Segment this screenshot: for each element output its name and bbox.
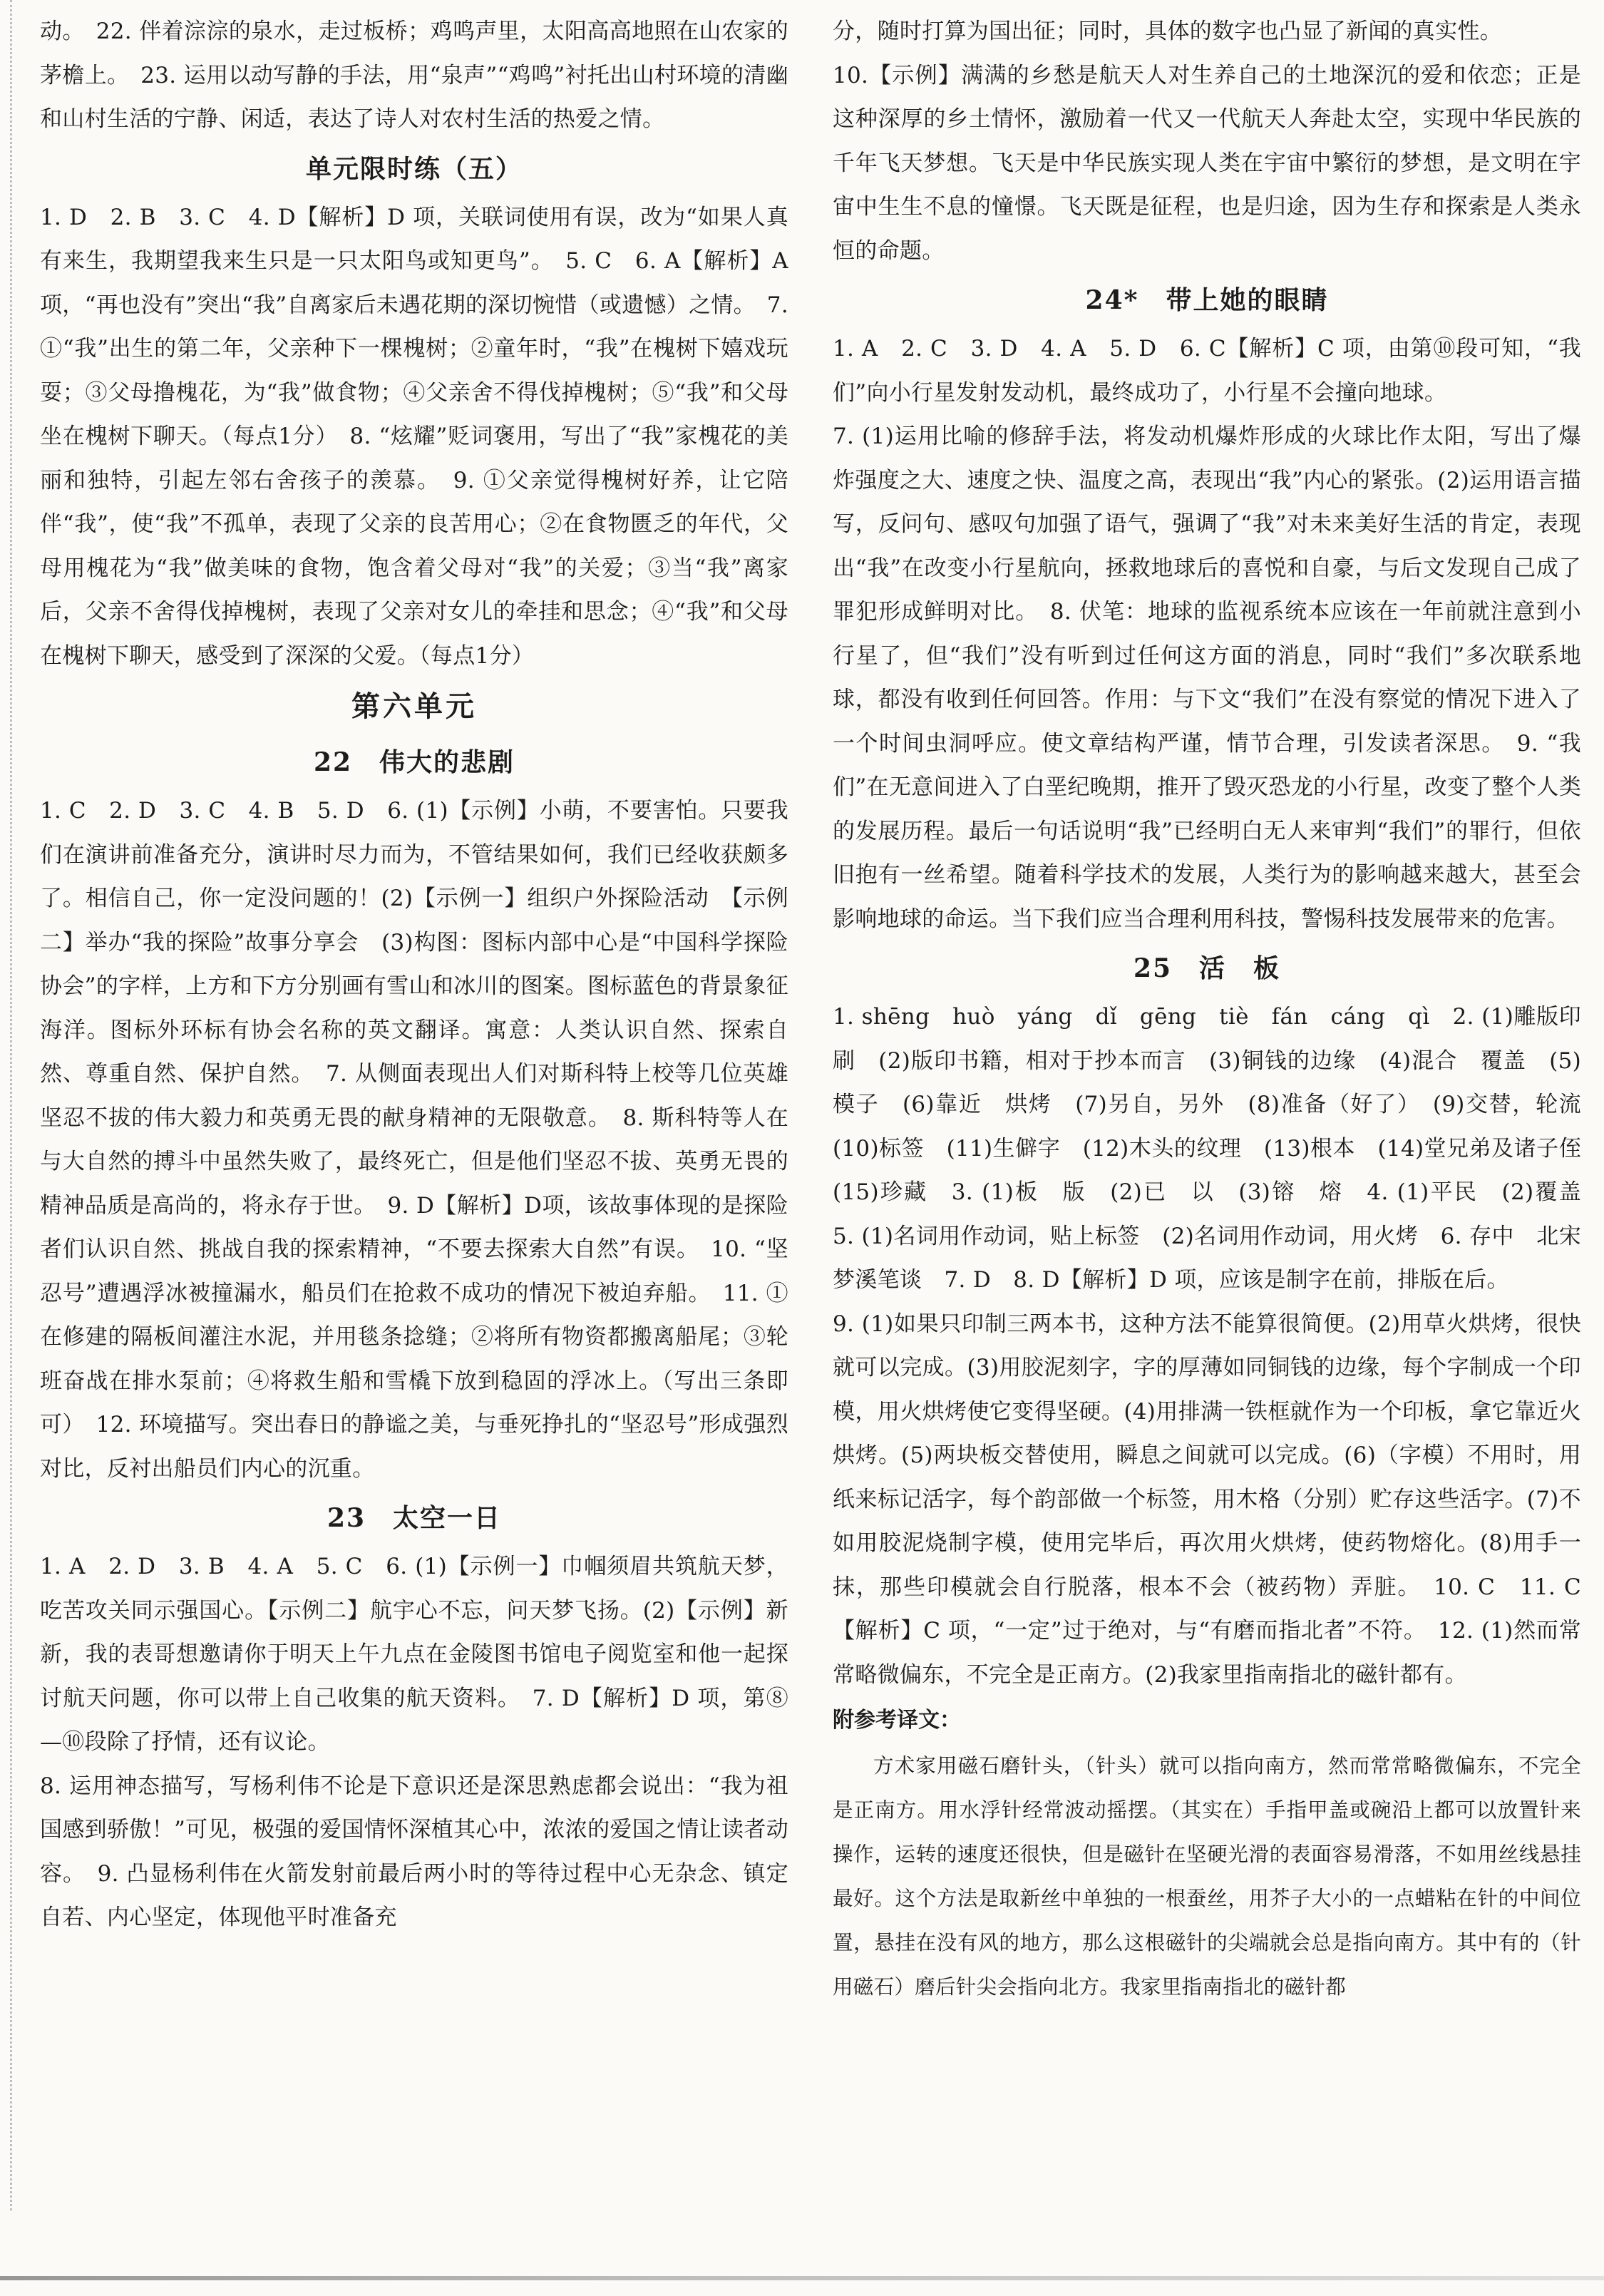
answer-paragraph: 1. C 2. D 3. C 4. B 5. D 6. (1)【示例】小萌，不要害怕。只要我们在演讲前准备充分，演讲时尽力而为，不管结果如何，我们已经收获颇多了。相信自己，你一定没问题的！(2)【示例一】组织户外探险活动 【示例二】举办“我的探险”故事分享会 (3)构图：图标内部中心是“中国科学探险协会”的字样，上方和下方分别画有雪山和冰川的图案。图标蓝色的背景象征海洋。图标外环标有协会名称的英文翻译。寓意：人类认识自然、探索自然、尊重自然、保护自然。 7. 从侧面表现出人们对斯科特上校等几位英雄坚忍不拔的伟大毅力和英勇无畏的献身精神的无限敬意。 8. 斯科特等人在与大自然的搏斗中虽然失败了，最终死亡，但是他们坚忍不拔、英勇无畏的精神品质是高尚的，将永存于世。 9. D【解析】D项，该故事体现的是探险者们认识自然、挑战自我的探索精神，“不要去探索大自然”有误。 10. “坚忍号”遭遇浮冰被撞漏水，船员们在抢救不成功的情况下被迫弃船。 11. ①在修建的隔板间灌注水泥，并用毯条捻缝；②将所有物资都搬离船尾；③轮班奋战在排水泵前；④将救生船和雪橇下放到稳固的浮冰上。（写出三条即可） 12. 环境描写。突出春日的静谧之美，与垂死挣扎的“坚忍号”形成强烈对比，反衬出船员们内心的沉重。 [40, 798, 788, 1482]
answer-paragraph: 1. A 2. D 3. B 4. A 5. C 6. (1)【示例一】巾帼须眉共筑航天梦，吃苦攻关同示强国心。【示例二】航宇心不忘，问天梦飞扬。(2)【示例】新新，我的表哥想邀请你于明天上午九点在金陵图书馆电子阅览室和他一起探讨航天问题，你可以带上自己收集的航天资料。 7. D【解析】D 项，第⑧—⑩段除了抒情，还有议论。 [40, 1554, 788, 1755]
left-column [40, 10, 788, 1940]
answer-paragraph: 1. D 2. B 3. C 4. D【解析】D 项，关联词使用有误，改为“如果人真有来生，我期望我来生只是一只太阳鸟或知更鸟”。 5. C 6. A【解析】A 项，“再也没有”突出“我”自离家后未遇花期的深切惋惜（或遗憾）之情。 7. ①“我”出生的第二年，父亲种下一棵槐树；②童年时，“我”在槐树下嬉戏玩耍；③父母撸槐花，为“我”做食物；④父亲舍不得伐掉槐树；⑤“我”和父母坐在槐树下聊天。（每点1分） 8. “炫耀”贬词褒用，写出了“我”家槐花的美丽和独特，引起左邻右舍孩子的羡慕。 9. ①父亲觉得槐树好养，让它陪伴“我”，使“我”不孤单，表现了父亲的良苦用心；②在食物匮乏的年代，父母用槐花为“我”做美味的食物，饱含着父母对“我”的关爱；③当“我”离家后，父亲不舍得伐掉槐树，表现了父亲对女儿的牵挂和思念；④“我”和父母在槐树下聊天，感受到了深深的父爱。（每点1分） [40, 204, 788, 669]
unit-heading: 第六单元 [351, 690, 477, 723]
answer-paragraph: 1. A 2. C 3. D 4. A 5. D 6. C【解析】C 项，由第⑩段可知，“我们”向小行星发射发动机，最终成功了，小行星不会撞向地球。 [833, 336, 1581, 406]
answer-paragraph: 8. 运用神态描写，写杨利伟不论是下意识还是深思熟虑都会说出：“我为祖国感到骄傲！”可见，极强的爱国情怀深植其心中，浓浓的爱国之情让读者动容。 9. 凸显杨利伟在火箭发射前最后两小时的等待过程中心无杂念、镇定自若、内心坚定，体现他平时准备充 [40, 1773, 788, 1930]
answer-paragraph: 动。 22. 伴着淙淙的泉水，走过板桥；鸡鸣声里，太阳高高地照在山农家的茅檐上。 23. 运用以动写静的手法，用“泉声”“鸡鸣”衬托出山村环境的清幽和山村生活的宁静、闲适，表达了诗人对农村生活的热爱之情。 [40, 19, 788, 132]
answer-paragraph: 9. (1)如果只印制三两本书，这种方法不能算很简便。(2)用草火烘烤，很快就可以完成。(3)用胶泥刻字，字的厚薄如同铜钱的边缘，每个字制成一个印模，用火烘烤使它变得坚硬。(4)用排满一铁框就作为一个印板，拿它靠近火烘烤。(5)两块板交替使用，瞬息之间就可以完成。(6)（字模）不用时，用纸来标记活字，每个韵部做一个标签，用木格（分别）贮存这些活字。(7)不如用胶泥烧制字模，使用完毕后，再次用火烘烤，使药物熔化。(8)用手一抹，那些印模就会自行脱落，根本不会（被药物）弄脏。 10. C 11. C【解析】C 项，“一定”过于绝对，与“有磨而指北者”不符。 12. (1)然而常常略微偏东，不完全是正南方。(2)我家里指南指北的磁针都有。 [833, 1311, 1581, 1688]
binding-edge [0, 0, 12, 2210]
section-heading: 24* 带上她的眼睛 [1085, 285, 1329, 315]
right-column [833, 10, 1604, 2009]
bottom-rule [0, 2276, 1604, 2280]
section-heading: 22 伟大的悲剧 [313, 747, 515, 777]
answer-paragraph: 10.【示例】满满的乡愁是航天人对生养自己的土地深沉的爱和依恋；正是这种深厚的乡土情怀，激励着一代又一代航天人奔赴太空，实现中华民族的千年飞天梦想。飞天是中华民族实现人类在宇宙中繁衍的梦想，是文明在宇宙中生生不息的憧憬。飞天既是征程，也是归途，因为生存和探索是人类永恒的命题。 [833, 62, 1581, 264]
section-heading: 25 活 板 [1133, 953, 1281, 983]
reference-label: 附参考译文： [833, 1708, 961, 1733]
answer-paragraph: 7. (1)运用比喻的修辞手法，将发动机爆炸形成的火球比作太阳，写出了爆炸强度之大、速度之快、温度之高，表现出“我”内心的紧张。(2)运用语言描写，反问句、感叹句加强了语气，强调了“我”对未来美好生活的肯定，表现出“我”在改变小行星航向，拯救地球后的喜悦和自豪，与后文发现自己成了罪犯形成鲜明对比。 8. 伏笔：地球的监视系统本应该在一年前就注意到小行星了，但“我们”没有听到过任何这方面的消息，同时“我们”多次联系地球，都没有收到任何回答。作用：与下文“我们”在没有察觉的情况下进入了一个时间虫洞呼应。使文章结构严谨，情节合理，引发读者深思。 9. “我们”在无意间进入了白垩纪晚期，推开了毁灭恐龙的小行星，改变了整个人类的发展历程。最后一句话说明“我”已经明白无人来审判“我们”的罪行，但依旧抱有一丝希望。随着科学技术的发展，人类行为的影响越来越大，甚至会影响地球的命运。当下我们应当合理利用科技，警惕科技发展带来的危害。 [833, 424, 1581, 932]
section-heading: 23 太空一日 [327, 1503, 502, 1533]
answer-paragraph: 分，随时打算为国出征；同时，具体的数字也凸显了新闻的真实性。 [833, 19, 1502, 44]
section-heading: 单元限时练（五） [305, 153, 523, 184]
answer-paragraph: 1. shēng huò yáng dǐ gēng tiè fán cáng qì 2. (1)雕版印刷 (2)版印书籍，相对于抄本而言 (3)铜钱的边缘 (4)混合 覆盖 (5)模子 (6)靠近 烘烤 (7)另自，另外 (8)准备（好了） (9)交替，轮流 (10)标签 (11)生僻字 (12)木头的纹理 (13)根本 (14)堂兄弟及诸子侄 (15)珍藏 3. (1)板 版 (2)已 以 (3)镕 熔 4. (1)平民 (2)覆盖 5. (1)名词用作动词，贴上标签 (2)名词用作动词，用火烤 6. 存中 北宋 梦溪笔谈 7. D 8. D【解析】D 项，应该是制字在前，排版在后。 [833, 1004, 1604, 1293]
translation-paragraph: 方术家用磁石磨针头，（针头）就可以指向南方，然而常常略微偏东，不完全是正南方。用水浮针经常波动摇摆。（其实在）手指甲盖或碗沿上都可以放置针来操作，运转的速度还很快，但是磁针在坚硬光滑的表面容易滑落，不如用丝线悬挂最好。这个方法是取新丝中单独的一根蚕丝，用芥子大小的一点蜡粘在针的中间位置，悬挂在没有风的地方，那么这根磁针的尖端就会总是指向南方。其中有的（针用磁石）磨后针尖会指向北方。我家里指南指北的磁针都 [833, 1754, 1581, 1999]
